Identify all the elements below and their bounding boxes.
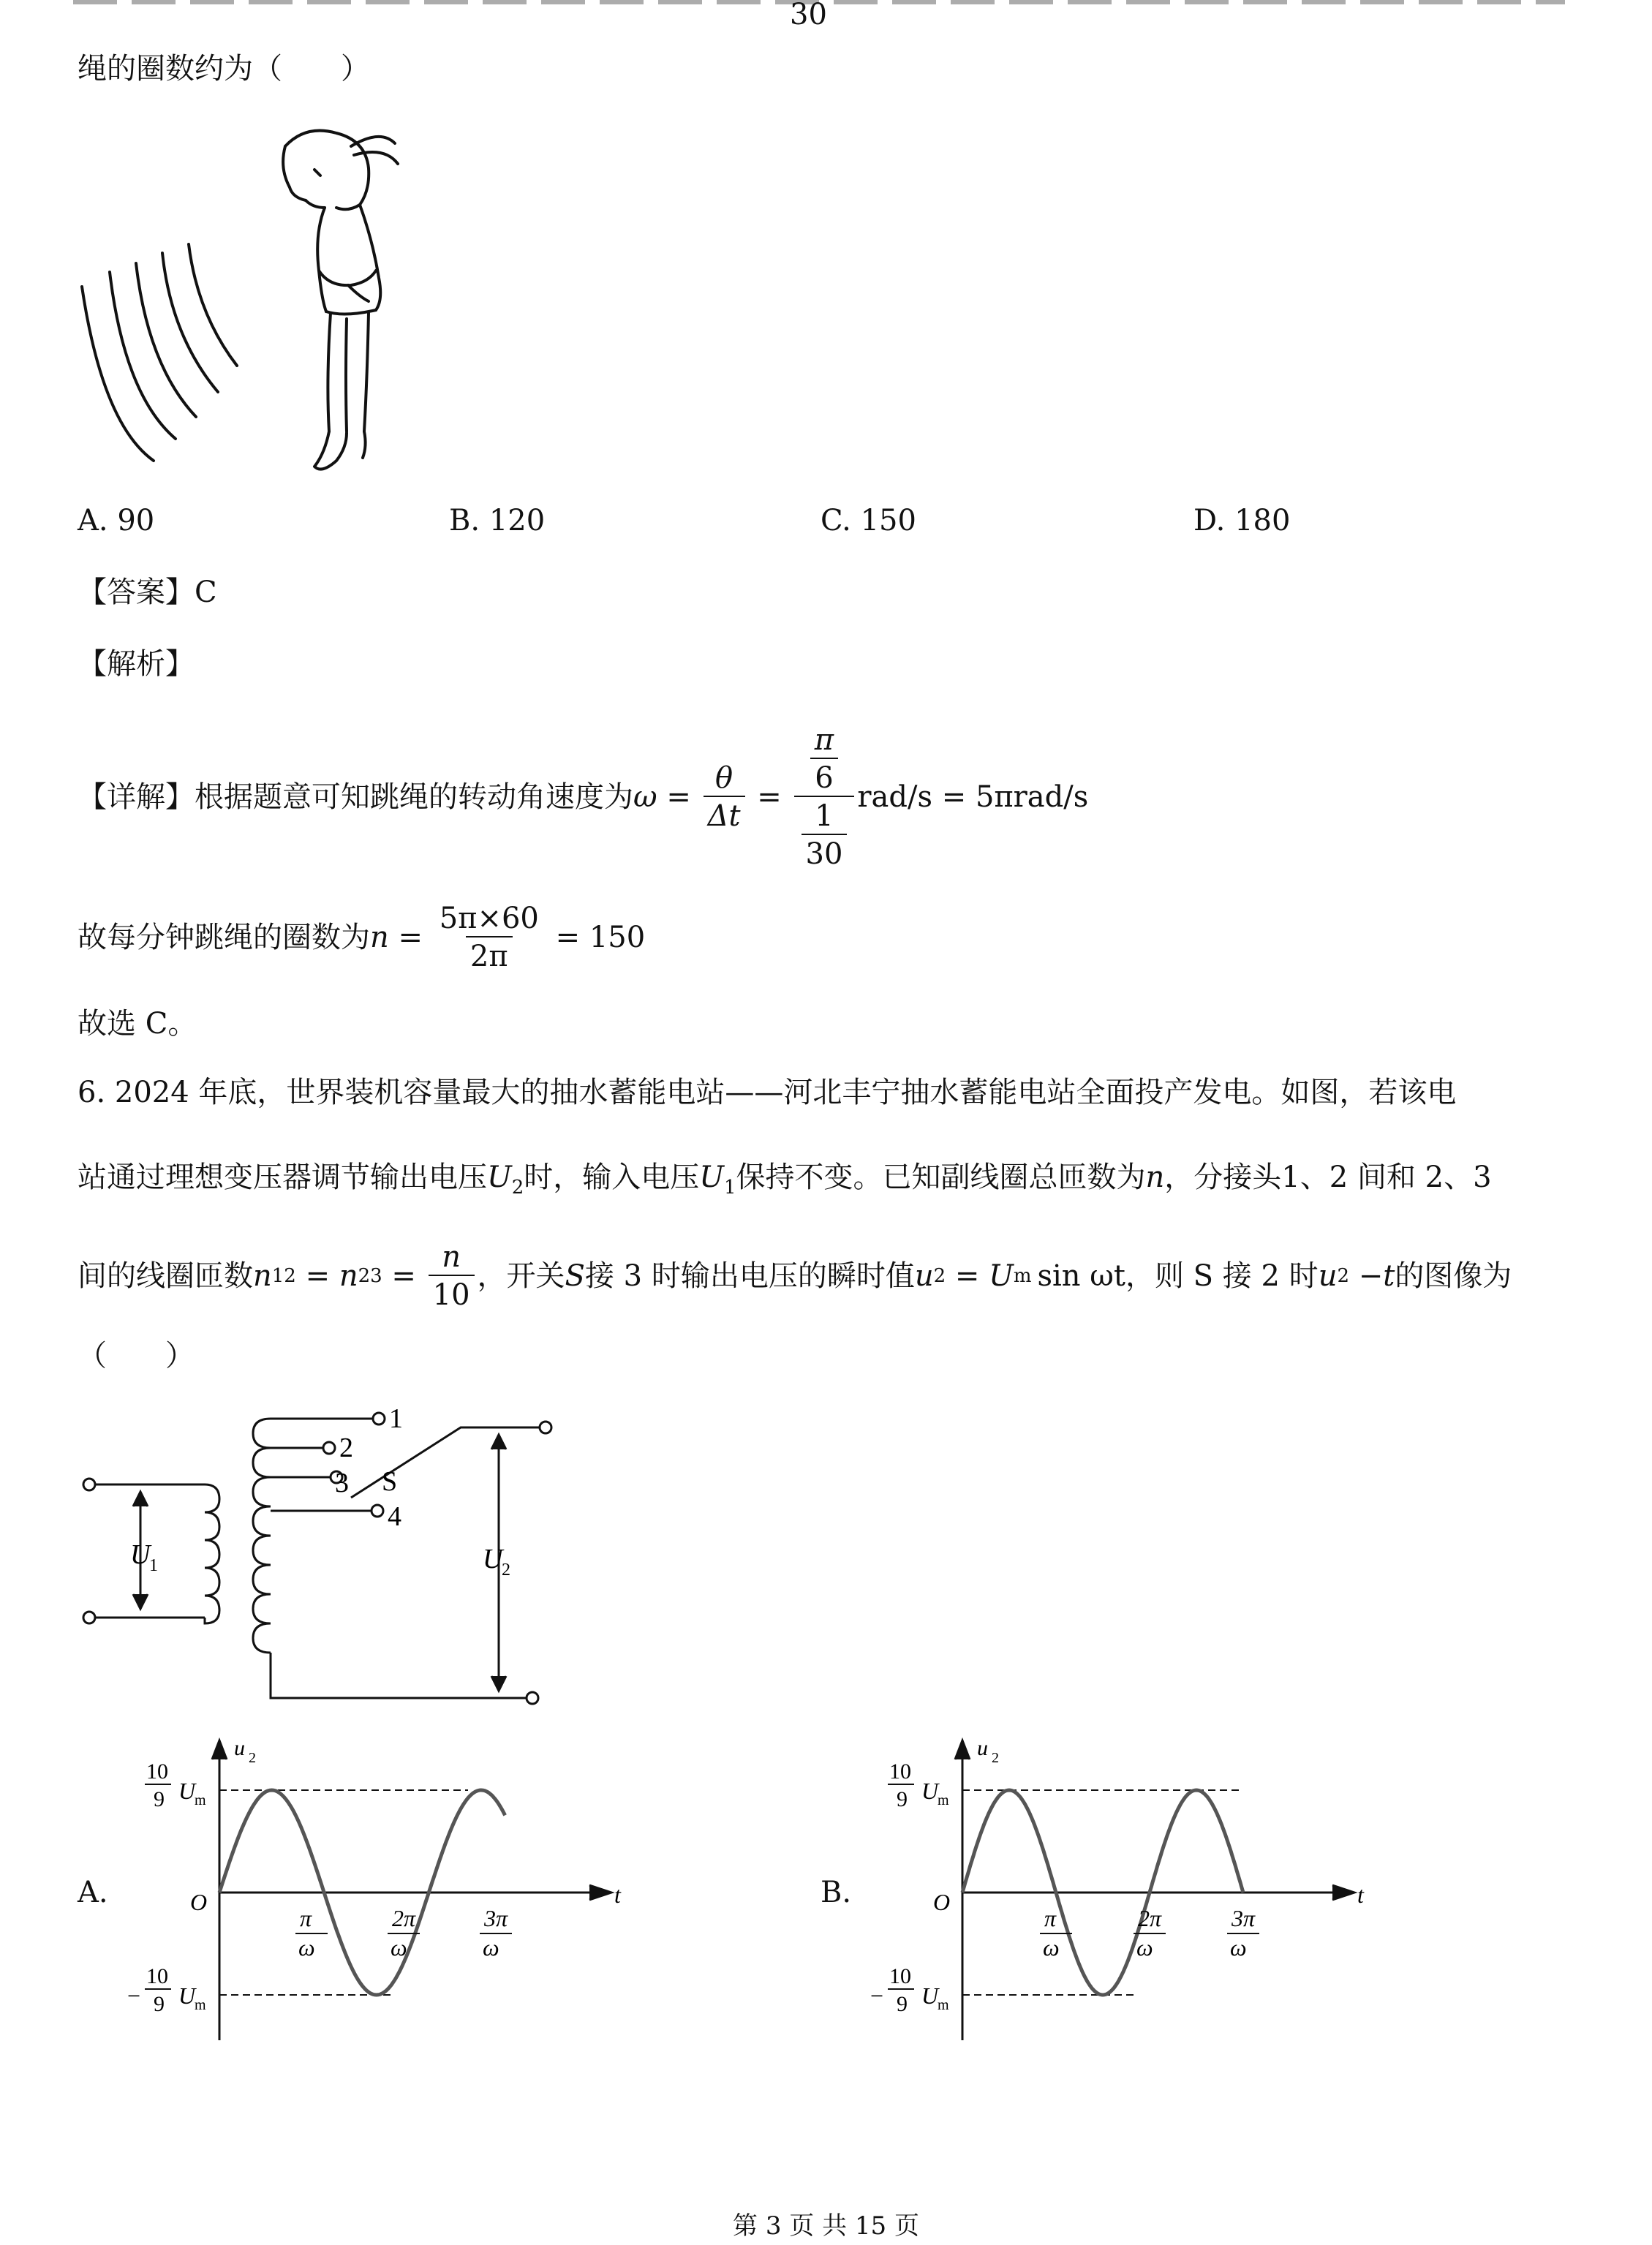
u2-t-symbol: u [1318,1259,1338,1293]
top-cut-line [73,0,1565,4]
n-prefix: 故每分钟跳绳的圈数为 [78,921,370,954]
graph-a-ytop-num: 10 [146,1759,168,1784]
graph-b-ytop-sub: m [938,1792,949,1808]
u2-sub: 2 [511,1177,524,1199]
um-sub: m [1013,1265,1032,1287]
analysis-heading: 【解析】 [78,647,195,681]
detail-prefix: 【详解】根据题意可知跳绳的转动角速度为 [78,780,633,814]
pi-over-6 [810,725,838,793]
tick-num-2: 2π [1138,1905,1162,1931]
graph-b-option: B. [821,1876,852,1909]
n-over-10 [429,1242,475,1310]
u2-symbol: U [487,1161,512,1194]
u2-inst-sub: 2 [933,1265,946,1287]
graph-b-neg: − [870,1982,884,2009]
tick-den-2: ω [391,1934,407,1961]
tap-4: 4 [388,1501,401,1532]
q6-line3-e: 的图像为 [1395,1259,1512,1293]
graph-b [860,1733,1387,2048]
q6-line3-a: 间的线圈匝数 [78,1259,253,1293]
one-over-30 [802,801,848,869]
tick-num-3: 3π [1232,1905,1256,1931]
tap-2: 2 [339,1433,353,1463]
thirty: 30 [802,834,848,869]
nested-fraction [794,725,855,869]
u1-sub: 1 [723,1177,736,1199]
graph-a-ytop-den: 9 [154,1787,165,1811]
n-line [78,894,645,981]
frac-10: 10 [429,1275,475,1310]
answer-line: 【答案】C [78,576,217,609]
graph-a-ybot-num: 10 [146,1964,168,1988]
n-denominator: 2π [466,936,513,971]
n-symbol: n [1145,1161,1165,1194]
tick-den-3: ω [1230,1934,1247,1961]
n-fraction [435,904,543,971]
switch-label: S [382,1466,398,1497]
q6-line2-d: ，分接头1、2 间和 2、3 [1164,1161,1492,1194]
graph-a-origin: O [190,1889,208,1915]
page-footer: 第 3 页 共 15 页 [733,2211,919,2241]
graph-b-ybot-sub: m [938,1997,949,2013]
option-a: A. 90 [78,504,155,537]
tap-3: 3 [335,1468,349,1498]
tick-den-2: ω [1136,1934,1153,1961]
s-symbol: S [565,1259,585,1293]
conclusion: 故选 C。 [78,1007,197,1041]
n23-sub: 23 [358,1265,382,1287]
tap-1: 1 [389,1403,403,1434]
graph-a-ybot-sub: m [195,1997,206,2013]
minus: − [1349,1259,1384,1293]
one: 1 [815,799,834,833]
six: 6 [810,758,837,793]
equals-5: = [546,921,589,954]
graph-a-ybot-den: 9 [154,1992,165,2016]
q6-line1: 6. 2024 年底，世界装机容量最大的抽水蓄能电站——河北丰宁抽水蓄能电站全面投产发电。如图，若该电 [78,1076,1457,1109]
equals-2: = [747,780,791,814]
omega-symbol: ω [633,780,657,814]
pi-symbol: π [814,723,834,757]
tick-num-1: π [300,1905,312,1931]
tick-den-1: ω [1043,1934,1060,1961]
delta-t: Δt [704,796,745,831]
q6-paren: （ ） [78,1339,195,1373]
graph-b-xlabel: t [1357,1882,1364,1908]
top-fragment: 30 [790,0,827,31]
option-c: C. 150 [821,504,916,537]
theta-symbol: θ [715,761,733,795]
graph-a-ybot-unit: U [178,1982,196,2009]
q6-line2 [78,1163,1492,1197]
frac-n: n [442,1240,461,1274]
q6-line3 [78,1229,1512,1324]
nested-denominator [794,796,855,869]
u2-t-sub: 2 [1337,1265,1349,1287]
graph-b-ybot-unit: U [921,1982,939,2009]
u2-inst: u [914,1259,934,1293]
sinwt: sin ωt [1037,1259,1125,1293]
rad-unit: rad/s [857,780,932,814]
tick-den-1: ω [298,1934,315,1961]
theta-over-dt [704,763,745,831]
eq-a: = [295,1259,339,1293]
n-variable: n [370,921,389,954]
q6-line3-c: 接 3 时输出电压的瞬时值 [584,1259,915,1293]
tick-num-1: π [1044,1905,1057,1931]
u1-label: U [130,1539,151,1570]
n23-symbol: n [339,1259,358,1293]
detail-line [78,709,1088,885]
q6-line2-c: 保持不变。已知副线圈总匝数为 [736,1161,1146,1194]
graph-a-ylabel: u [234,1736,245,1760]
q6-line3-d: ，则 S 接 2 时 [1125,1259,1319,1293]
graph-a-neg: − [127,1982,141,2009]
graph-b-ytop-num: 10 [889,1759,911,1784]
graph-a [117,1733,644,2048]
graph-b-ysub: 2 [992,1750,999,1766]
omega-result: 5πrad/s [975,780,1089,814]
u1-symbol: U [699,1161,724,1194]
tick-den-3: ω [483,1934,499,1961]
graph-b-ytop-den: 9 [897,1787,908,1811]
u2-label-sub: 2 [502,1561,510,1580]
um-symbol: U [989,1259,1014,1293]
equals-3: = [932,780,976,814]
graph-a-ysub: 2 [249,1750,256,1766]
q5-stem-tail: 绳的圈数约为（ ） [78,52,370,86]
eq-b: = [382,1259,426,1293]
graph-b-origin: O [933,1889,951,1915]
graph-b-ybot-num: 10 [889,1964,911,1988]
graph-a-ytop-unit: U [178,1778,196,1804]
n-numerator: 5π×60 [439,902,539,935]
t-symbol: t [1383,1259,1395,1293]
graph-a-ticks [295,1905,512,1961]
equals-1: = [657,780,701,814]
q6-line2-b: 时，输入电压 [524,1161,700,1194]
q6-line2-a: 站通过理想变压器调节输出电压 [78,1161,487,1194]
graph-b-ylabel: u [977,1736,988,1760]
u1-label-sub: 1 [149,1556,158,1575]
option-b: B. 120 [449,504,546,537]
graph-a-xlabel: t [614,1882,621,1908]
option-d: D. 180 [1193,504,1291,537]
tick-num-2: 2π [392,1905,416,1931]
n12-symbol: n [253,1259,272,1293]
eq-c: = [946,1259,989,1293]
equals-4: = [388,921,432,954]
tick-num-3: 3π [484,1905,508,1931]
u2-label: U [483,1544,503,1574]
graph-a-option: A. [78,1876,108,1909]
graph-a-ytop-sub: m [195,1792,206,1808]
transformer-circuit [73,1389,585,1726]
n12-sub: 12 [271,1265,296,1287]
girl-illustration [73,117,410,483]
q6-line3-b: ，开关 [477,1259,565,1293]
graph-b-ytop-unit: U [921,1778,939,1804]
nested-numerator [803,725,845,796]
n-result: 150 [589,921,646,954]
graph-b-ybot-den: 9 [897,1992,908,2016]
